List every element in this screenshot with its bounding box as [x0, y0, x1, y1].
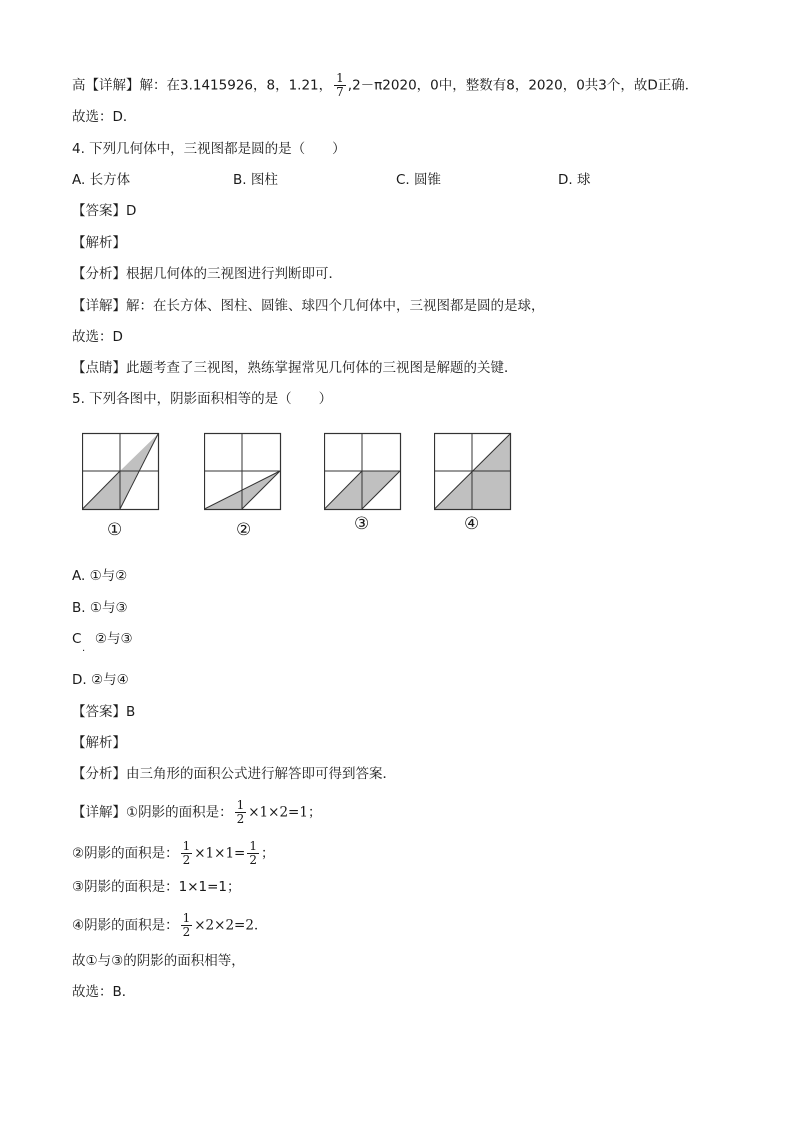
q5-option-c: C ②与③: [72, 631, 133, 647]
q4-option-b: B. 图柱: [233, 172, 278, 188]
q5-detail-2: ②阴影的面积是： $\frac{1}{2}$ ×1×1= $\frac{1}{2}$ ；: [72, 839, 275, 867]
q5-option-d: D. ②与④: [72, 672, 129, 688]
q5-option-a: A. ①与②: [72, 568, 128, 584]
q4-option-d: D. 球: [558, 172, 591, 188]
q5-stem: 5. 下列各图中，阴影面积相等的是（ ）: [72, 391, 333, 407]
q5-choose: 故选：B．: [72, 984, 136, 1000]
figure-3-label: ③: [354, 514, 370, 534]
fraction-half: $\frac{1}{2}$: [249, 839, 258, 867]
q4-fenxi: 【分析】根据几何体的三视图进行判断即可．: [72, 266, 342, 282]
q3-choose: 故选：D．: [72, 109, 137, 125]
fraction-half: $\frac{1}{2}$: [236, 798, 245, 826]
q4-dianjing: 【点睛】此题考查了三视图，熟练掌握常见几何体的三视图是解题的关键．: [72, 360, 518, 376]
q4-stem: 4. 下列几何体中，三视图都是圆的是（ ）: [72, 141, 346, 157]
q4-choose: 故选：D: [72, 329, 123, 345]
q3-detail-line: [72, 72, 698, 99]
q4-analysis-heading: 【解析】: [72, 235, 126, 251]
q4-option-a: A. 长方体: [72, 172, 131, 188]
q4-xiangjie: 【详解】解：在长方体、图柱、圆锥、球四个几何体中，三视图都是圆的是球，: [72, 298, 545, 314]
figure-2-label: ②: [236, 520, 252, 540]
figure-4-label: ④: [464, 514, 480, 534]
figure-4-shaded-square: [434, 432, 512, 512]
q4-answer: 【答案】D: [72, 203, 137, 219]
fraction-half: $\frac{1}{2}$: [182, 911, 191, 939]
q5-detail-4: ④阴影的面积是： $\frac{1}{2}$ ×2×2=2．: [72, 911, 268, 939]
q5-answer: 【答案】B: [72, 704, 136, 720]
fraction-half: $\frac{1}{2}$: [182, 839, 191, 867]
figure-3-shaded-square: [324, 432, 402, 512]
q5-detail-1: 【详解】①阴影的面积是： $\frac{1}{2}$ ×1×2=1；: [72, 798, 322, 826]
option-c-dot: ·: [82, 646, 86, 657]
q5-conclusion: 故①与③的阴影的面积相等，: [72, 953, 245, 969]
q5-fenxi: 【分析】由三角形的面积公式进行解答即可得到答案．: [72, 766, 396, 782]
fraction-one-seventh: $\frac{1}{7}$: [336, 71, 344, 99]
q4-option-c: C. 圆锥: [396, 172, 442, 188]
q3-detail-post: ,2－π2020，0中，整数有8，2020，0共3个，故D正确．: [347, 77, 699, 94]
q5-option-b: B. ①与③: [72, 600, 128, 616]
q3-detail-pre: 高【详解】解：在3.1415926，8，1.21，: [72, 77, 333, 94]
q5-analysis-heading: 【解析】: [72, 735, 126, 751]
q5-detail-3: ③阴影的面积是：1×1=1；: [72, 879, 241, 895]
figure-1-label: ①: [107, 520, 123, 540]
figure-2-shaded-square: [204, 432, 282, 512]
figure-1-shaded-square: [82, 432, 160, 512]
